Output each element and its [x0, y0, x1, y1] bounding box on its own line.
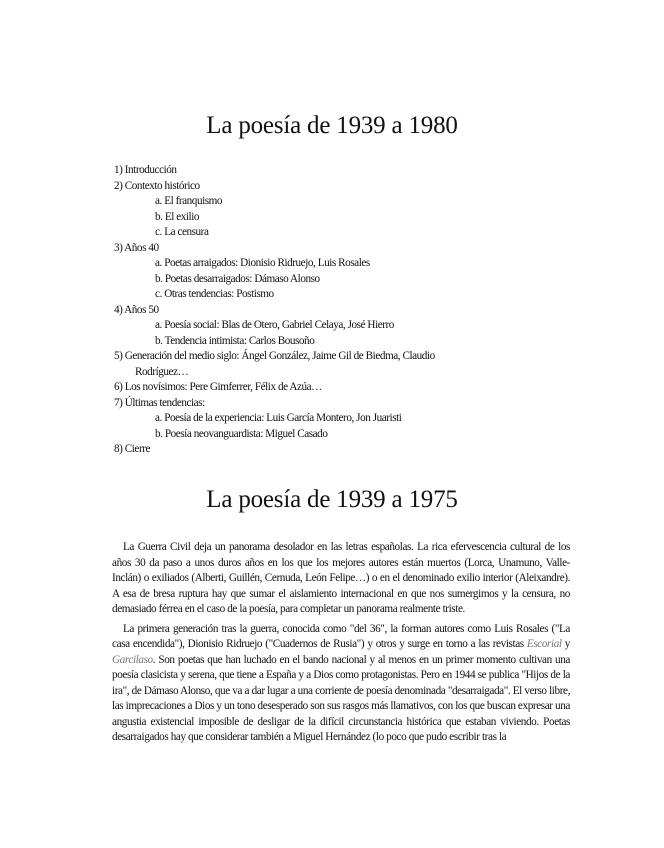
outline-subitem: b. El exilio: [155, 210, 200, 223]
outline-item: 1) Introducción: [114, 164, 177, 176]
paragraph-2-text-b: . Son poetas que han luchado en el bando nacional y al menos en un primer momento cultivan una poesía clasicista y serena, que tiene a España y a Dios como protagonistas. Pero en 1944 se publica "Hijos de la ira", de Dámaso Alonso, que va a dar lugar a una corriente de poesía denominada "desarraigada". El verso libre, las imprecaciones a Dios y un tono desesperado son sus rasgos más llamativos, con los que buscan expresar una angustia existencial imposible de desligar de la difícil circunstancia histórica que estaban viviendo. Poetas desarraigados hay que considerar también a Miguel Hernández (lo poco que pudo escribir tras la: [112, 653, 570, 743]
outline-subitem: b. Poesía neovanguardista: Miguel Casado: [155, 427, 328, 440]
outline-subitem: a. Poesía de la experiencia: Luis García Montero, Jon Juaristi: [155, 412, 402, 424]
paragraph-1: La Guerra Civil deja un panorama desolador en las letras españolas. La rica efervescencia cultural de los años 30 da paso a unos duros años en los que los mejores autores están muertos (Lorca, Unamuno, Valle-Inclán) o exiliados (Alberti, Guillén, Cernuda, León Felipe…) o en el denominado exilio interior (Aleixandre). A esa de bresa ruptura hay que sumar el aislamiento internacional en que nos sumergimos y la censura, no demasiado férrea en el caso de la poesía, para completar un panorama realmente triste.: [112, 541, 570, 615]
paragraph-2: [112, 622, 570, 746]
document-title: La poesía de 1939 a 1980: [206, 112, 458, 139]
outline-item: 8) Cierre: [114, 443, 151, 455]
outline-subitem: b. Tendencia intimista: Carlos Bousoño: [155, 334, 315, 347]
paragraph-2-text-a: La primera generación tras la guerra, conocida como "del 36", la forman autores como Luis Rosales ("La casa encendida"), Dionisio Ridruejo ("Cuadernos de Rusia") y otros y surge en torno a las revistas: [112, 622, 570, 650]
outline-list: [114, 163, 584, 458]
section-title: La poesía de 1939 a 1975: [206, 486, 458, 513]
outline-subitem: a. El franquismo: [155, 195, 223, 207]
body-text: [112, 540, 570, 750]
outline-item: 2) Contexto histórico: [114, 179, 200, 192]
outline-subitem: b. Poetas desarraigados: Dámaso Alonso: [155, 272, 320, 285]
outline-item: 5) Generación del medio siglo: Ángel González, Jaime Gil de Biedma, Claudio: [114, 350, 435, 362]
journal-escorial: Escorial: [526, 638, 562, 650]
outline-subitem: a. Poesía social: Blas de Otero, Gabriel Celaya, José Hierro: [155, 319, 394, 331]
outline-subitem: c. La censura: [155, 226, 209, 238]
outline-item: Rodríguez…: [135, 365, 189, 378]
outline-item: 7) Últimas tendencias:: [114, 396, 205, 409]
journal-garcilaso: Garcilaso: [112, 653, 153, 666]
outline-subitem: c. Otras tendencias: Postismo: [155, 288, 274, 300]
outline-item: 6) Los novísimos: Pere Gimferrer, Félix de Azúa…: [114, 381, 322, 393]
outline-item: 4) Años 50: [114, 303, 159, 316]
outline-item: 3) Años 40: [114, 241, 159, 254]
paragraph-2-conjunction: y: [561, 638, 571, 650]
outline-subitem: a. Poetas arraigados: Dionisio Ridruejo, Luis Rosales: [155, 257, 370, 269]
